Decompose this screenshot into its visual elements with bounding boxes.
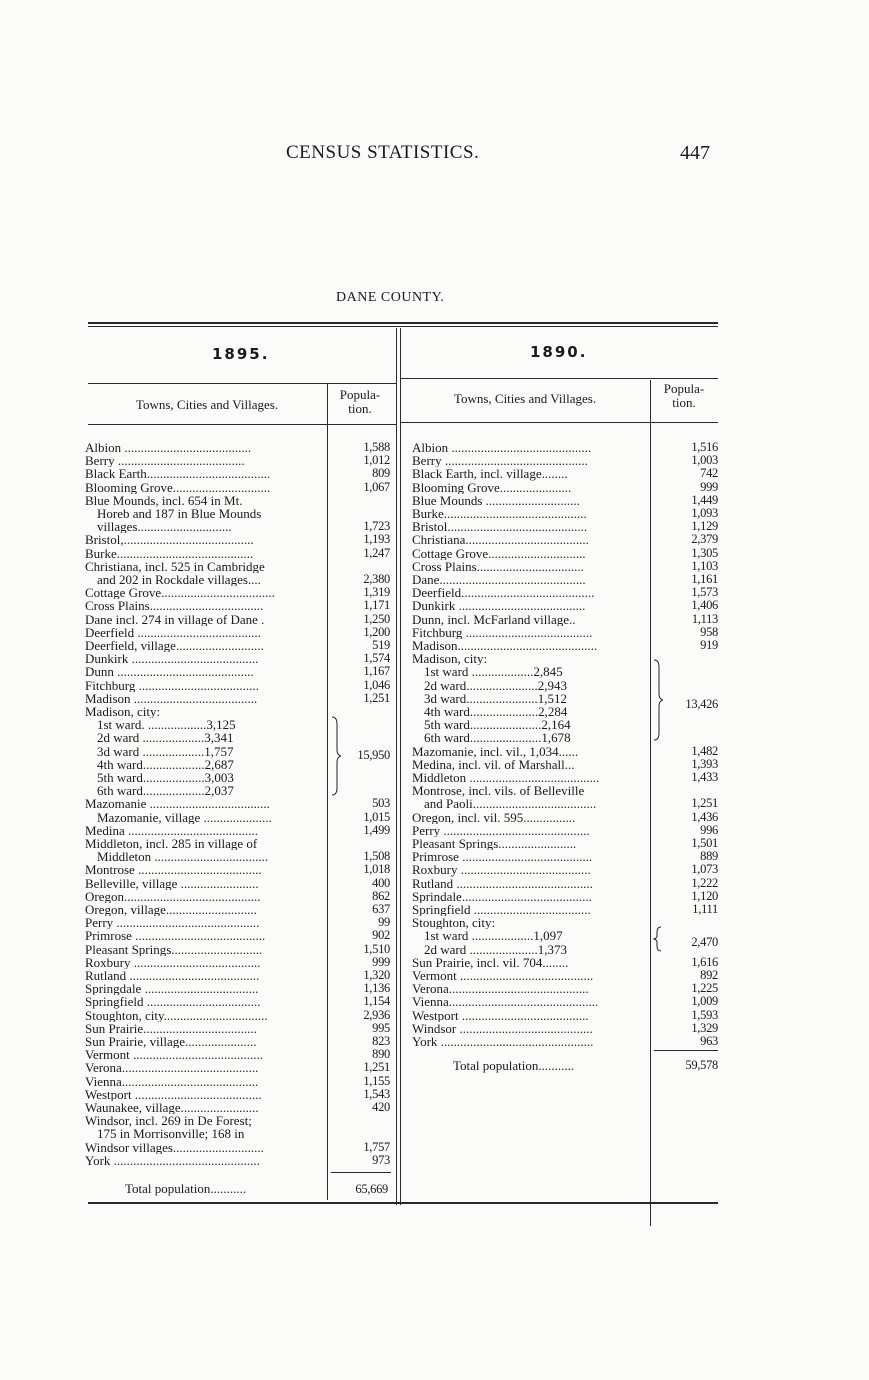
population-value: 1,193 [363,532,390,547]
running-head [0,142,869,172]
center-rule [400,328,401,1205]
table-row: Stoughton, city: [412,916,496,930]
population-value: 2,470 [691,935,718,949]
population-value: 400 [372,875,390,890]
population-value: 1,393 [691,756,718,771]
table-row: 2d ward .....................1,373 [424,942,567,956]
population-value: 999 [372,954,390,969]
population-value: 1,543 [363,1086,390,1101]
table-row: Mazomanie, incl. vil., 1,034...... [412,744,579,758]
population-value: 1,009 [691,994,718,1009]
population-value: 1,167 [363,664,390,679]
population-value: 1,508 [363,849,390,864]
population-value: 889 [700,849,718,864]
table-row: Rutland .......................................... [412,876,593,890]
population-value: 1,482 [691,743,718,758]
table-row: Verona.......................................... [85,1061,259,1075]
table-row: 6th ward......................1,678 [424,731,571,745]
table-row: York ............................................... [412,1035,594,1049]
population-value: 1,449 [691,492,718,507]
table-row: Westport ....................................... [412,1008,589,1022]
table-row: villages............................. [97,520,232,534]
table-row: York ............................................. [85,1153,260,1167]
table-row: Middleton ........................................ [412,771,600,785]
population-value: 2,379 [691,532,718,547]
table-row: Montrose ...................................... [85,863,262,877]
table-row: Cottage Grove................................... [85,586,275,600]
table-row: Black Earth, incl. village........ [412,467,568,481]
year-1890: 1890. [530,343,588,361]
population-value: 1,250 [363,611,390,626]
table-row: Mazomanie ..................................... [85,797,270,811]
year-rule [401,378,718,379]
table-row: Roxbury ........................................ [412,863,591,877]
table-row: 4th ward...................2,687 [97,757,234,771]
population-value: 1,111 [692,902,718,916]
total-label: Total population........... [453,1058,575,1073]
top-rule-thin [88,326,718,327]
table-row: Christiana, incl. 525 in Cambridge [85,559,265,573]
table-row: Perry ............................................. [412,823,590,837]
table-row: Vermont ........................................ [85,1048,264,1062]
table-row: Berry ............................................ [412,454,588,468]
population-value: 809 [372,466,390,481]
table-row: Oregon, incl. vil. 595................ [412,810,576,824]
table-row: 2d ward......................2,943 [424,678,567,692]
table-row: Pleasant Springs........................ [412,837,577,851]
table-row: Belleville, village ........................ [85,876,259,890]
table-row: Sun Prairie, incl. vil. 704........ [412,955,569,969]
table-row: Fitchburg ....................................... [412,625,593,639]
population-value: 892 [700,968,718,982]
population-value: 1,073 [691,862,718,877]
population-value: 862 [372,888,390,903]
population-value: 742 [700,466,718,481]
population-value: 1,018 [363,862,390,877]
population-value: 1,723 [363,519,390,534]
brace [331,716,341,794]
population-value: 902 [372,928,390,943]
table-row: Berry ....................................... [85,454,245,468]
table-row: Blue Mounds ............................. [412,493,580,507]
population-value: 1,222 [691,875,718,890]
table-row: Dunn .......................................... [85,665,254,679]
population-value: 637 [372,902,390,916]
table-row: Dane............................................. [412,573,586,587]
table-row: 1st ward. ..................3,125 [97,718,236,732]
brace [653,659,663,739]
table-row: Black Earth...................................... [85,467,271,481]
population-value: 1,136 [363,981,390,996]
population-value: 995 [372,1020,390,1035]
population-value: 1,161 [691,572,718,586]
table-row: Fitchburg ..................................... [85,678,259,692]
table-row: Springdale ................................... [85,982,259,996]
population-value: 1,247 [363,545,390,560]
table-row: Deerfield, village........................... [85,639,264,653]
table-row: Blue Mounds, incl. 654 in Mt. [85,493,243,507]
center-rule [396,328,397,1205]
table-row: Dunkirk ....................................... [412,599,586,613]
table-row: 1st ward ...................2,845 [424,665,563,679]
bottom-rule [88,1202,718,1204]
table-row: and Paoli...................................... [424,797,597,811]
table-row: Albion ....................................... [85,441,252,455]
table-title: DANE COUNTY. [336,290,445,305]
year-1895: 1895. [212,345,270,363]
table-row: Springfield .................................... [412,903,591,917]
population-value: 890 [372,1047,390,1062]
table-row: Horeb and 187 in Blue Mounds [97,507,262,521]
population-value: 1,251 [363,1060,390,1075]
population-value: 1,593 [691,1007,718,1022]
table-row: Burke............................................ [412,507,587,521]
population-value: 1,406 [691,598,718,613]
population-value: 2,936 [363,1007,390,1022]
population-value: 1,305 [691,545,718,560]
population-value: 996 [700,822,718,837]
column-header-name: Towns, Cities and Villages. [135,397,279,412]
table-row: 2d ward ...................3,341 [97,731,234,745]
population-value: 963 [700,1034,718,1048]
table-row: Bristol........................................... [412,520,588,534]
table-row: Middleton ................................... [97,850,269,864]
table-row: Sun Prairie, village...................... [85,1035,257,1049]
population-value: 1,574 [363,651,390,666]
population-value: 973 [372,1152,390,1167]
population-value: 1,499 [363,822,390,837]
table-row: Springfield ................................... [85,995,261,1009]
table-row: 175 in Morrisonville; 168 in [97,1127,245,1141]
column-header-population [330,388,390,416]
population-value: 1,067 [363,479,390,494]
population-value: 1,046 [363,677,390,692]
population-value: 1,015 [363,809,390,824]
table-row: Blooming Grove...................... [412,480,572,494]
total-value: 59,578 [685,1058,718,1072]
population-value: 1,103 [691,558,718,573]
table-row: 3d ward ...................1,757 [97,744,234,758]
table-row: Waunakee, village........................ [85,1101,259,1115]
table-row: Mazomanie, village ..................... [97,810,272,824]
population-value: 999 [700,479,718,494]
page-number: 447 [680,142,710,164]
population-value: 1,154 [363,994,390,1009]
table-row: Blooming Grove.............................. [85,480,271,494]
population-value: 1,012 [363,453,390,468]
pop-col-rule [327,384,328,1200]
population-value: 2,380 [363,572,390,586]
population-value: 1,120 [691,888,718,903]
top-rule [88,322,718,324]
table-row: 4th ward.....................2,284 [424,705,568,719]
total-label: Total population........... [125,1181,247,1196]
column-header-population-line: tion. [348,401,372,416]
population-value: 1,129 [691,519,718,534]
table-row: Dunn, incl. McFarland village.. [412,612,576,626]
table-row: Madison ...................................... [85,691,258,705]
header-rule [401,422,718,423]
population-value: 1,155 [363,1073,390,1088]
population-value: 1,003 [691,453,718,468]
table-row: Medina, incl. vil. of Marshall... [412,757,575,771]
table-row: Cross Plains................................. [412,559,584,573]
population-value: 1,113 [691,611,718,626]
population-value: 958 [700,624,718,639]
column-header-population-line: Popula- [339,387,381,402]
population-value: 1,329 [691,1020,718,1035]
table-row: Madison, city: [85,705,161,719]
population-value: 1,225 [691,981,718,996]
population-value: 919 [700,638,718,652]
population-value: 99 [378,915,390,930]
table-row: Sun Prairie................................... [85,1021,257,1035]
table-row: Vermont ......................................... [412,969,594,983]
page-title: CENSUS STATISTICS. [286,142,480,163]
table-row: Middleton, incl. 285 in village of [85,837,258,851]
population-value: 1,757 [363,1139,390,1154]
table-row: Christiana...................................... [412,533,589,547]
column-header-population-line: Popula- [663,381,705,396]
population-value: 1,501 [691,836,718,850]
population-value: 1,436 [691,809,718,824]
table-row: Rutland ........................................ [85,969,260,983]
total-rule [654,1050,718,1051]
column-header-population-line: tion. [672,395,696,410]
table-row: Medina ........................................ [85,823,258,837]
year-rule [88,383,396,384]
table-row: Stoughton, city................................ [85,1008,268,1022]
table-row: Madison........................................... [412,639,598,653]
table-row: Windsor ......................................... [412,1021,593,1035]
table-row: Burke.......................................... [85,546,254,560]
table-row: Primrose ........................................ [85,929,266,943]
column-header-name: Towns, Cities and Villages. [453,391,597,406]
table-row: 1st ward ...................1,097 [424,929,563,943]
table-row: Oregon.......................................... [85,889,261,903]
table-row: Deerfield ...................................... [85,625,261,639]
table-row: Perry ............................................ [85,916,260,930]
population-value: 1,320 [363,968,390,982]
table-row: Vienna.............................................. [412,995,599,1009]
population-value: 15,950 [357,747,390,762]
population-value: 1,093 [691,506,718,520]
table-row: Verona........................................... [412,982,589,996]
table-row: Dane incl. 274 in village of Dane . [85,612,265,626]
population-value: 503 [372,796,390,811]
table-row: Sprindale........................................ [412,889,592,903]
table-row: Albion ........................................... [412,441,592,455]
pop-col-rule [650,380,651,1226]
population-value: 1,319 [363,585,390,600]
table-row: 5th ward......................2,164 [424,718,571,732]
table-row: and 202 in Rockdale villages.... [97,573,261,587]
table-row: Oregon, village............................ [85,903,257,917]
table-row: Pleasant Springs............................ [85,942,263,956]
table-row: 6th ward...................2,037 [97,784,234,798]
table-row: Windsor, incl. 269 in De Forest; [85,1114,252,1128]
total-rule [331,1172,391,1173]
population-value: 1,588 [363,440,390,454]
table-row: Windsor villages............................ [85,1140,264,1154]
table-row: Roxbury ....................................... [85,955,261,969]
table-row: Dunkirk ....................................... [85,652,259,666]
population-value: 1,251 [691,796,718,811]
population-value: 1,616 [691,954,718,969]
population-value: 1,171 [363,598,390,613]
population-value: 1,433 [691,770,718,784]
table-row: 5th ward...................3,003 [97,771,234,785]
table-row: 3d ward......................1,512 [424,691,567,705]
table-row: Madison, city: [412,652,488,666]
table-row: Westport ....................................... [85,1087,262,1101]
population-value: 1,251 [363,690,390,705]
table-row: Cross Plains................................... [85,599,264,613]
population-value: 13,426 [685,697,718,712]
population-value: 1,516 [691,440,718,454]
table-row: Vienna.......................................... [85,1074,259,1088]
total-value: 65,669 [355,1182,388,1196]
population-value: 823 [372,1034,390,1048]
population-value: 420 [372,1100,390,1114]
table-row: Bristol,........................................ [85,533,254,547]
table-row: Cottage Grove.............................. [412,546,586,560]
population-value: 519 [372,638,390,652]
brace [653,926,663,950]
population-value: 1,200 [363,624,390,639]
header-rule [88,424,396,425]
column-header-population [652,382,716,410]
population-value: 1,573 [691,585,718,600]
table-row: Montrose, incl. vils. of Belleville [412,784,585,798]
population-value: 1,510 [363,941,390,956]
table-row: Deerfield......................................... [412,586,595,600]
table-row: Primrose ........................................ [412,850,593,864]
